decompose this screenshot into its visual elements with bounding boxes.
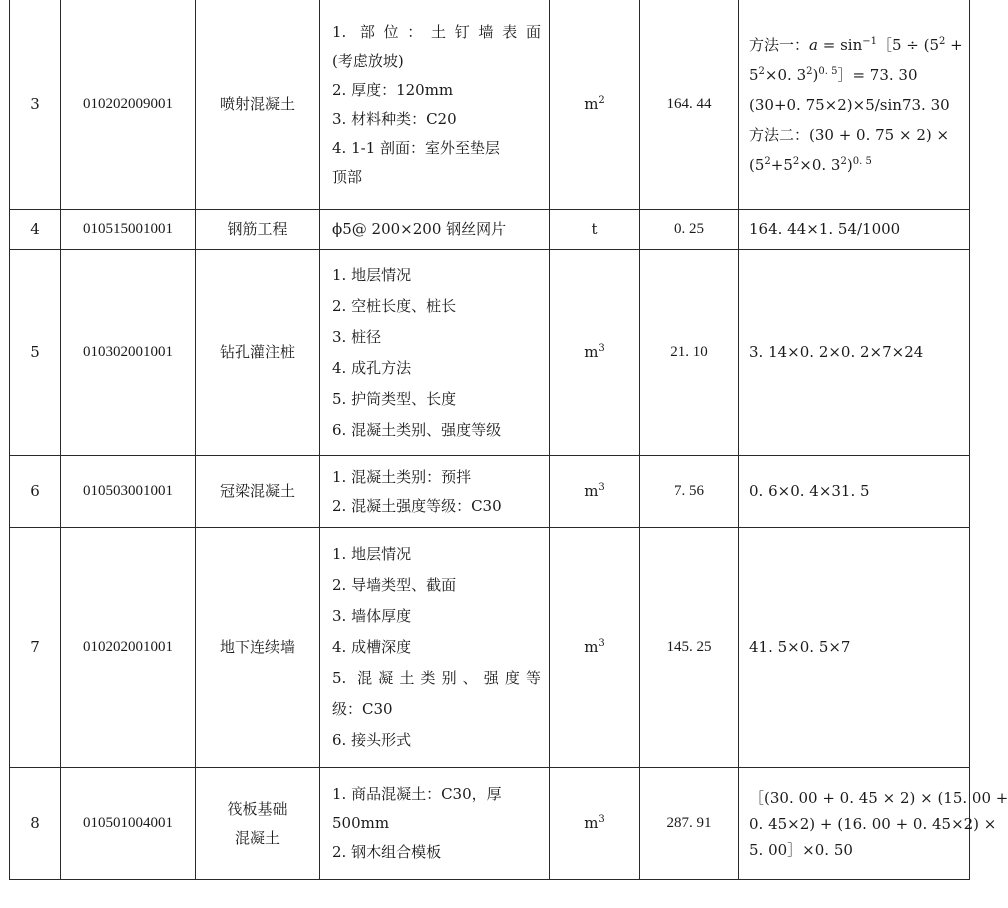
- item-formula: [739, 528, 970, 768]
- feature-line: 500mm: [332, 814, 390, 832]
- feature-line: 1. 混凝土类别：预拌: [332, 467, 472, 486]
- item-formula: [739, 210, 970, 250]
- item-quantity: 7. 56: [640, 456, 739, 528]
- feature-line: 4. 成孔方法: [332, 358, 412, 377]
- feature-line: 3. 墙体厚度: [332, 607, 412, 625]
- feature-line: 2. 厚度：120mm: [332, 80, 454, 99]
- item-features: [320, 768, 550, 880]
- item-code: 010302001001: [61, 250, 196, 456]
- item-code: 010202001001: [61, 528, 196, 768]
- table-row: [10, 0, 970, 210]
- item-features: [320, 250, 550, 456]
- feature-line: 级：C30: [332, 700, 393, 718]
- table-row: [10, 250, 970, 456]
- item-formula: [739, 456, 970, 528]
- item-features: [320, 0, 550, 210]
- feature-line: 1. 地层情况: [332, 265, 412, 284]
- item-number: 8: [10, 768, 61, 880]
- item-name: 钢筋工程: [196, 210, 320, 250]
- item-number: 4: [10, 210, 61, 250]
- item-formula: [739, 768, 1008, 880]
- item-unit: $m^3$: [550, 528, 640, 768]
- feature-line: 1. 地层情况: [332, 545, 412, 563]
- formula-line: (30+0. 75×2)×5/sin73. 30: [749, 95, 950, 114]
- formula-line: 5. 00］×0. 50: [749, 840, 853, 859]
- item-number: 5: [10, 250, 61, 456]
- formula-line: 0. 6×0. 4×31. 5: [749, 482, 870, 500]
- feature-line: 5. 混凝土类别、强度等: [332, 669, 541, 687]
- table-row: [10, 528, 970, 768]
- feature-line: 6. 接头形式: [332, 731, 412, 749]
- item-quantity: 145. 25: [640, 528, 739, 768]
- feature-line: ϕ5@ 200×200 钢丝网片: [332, 220, 507, 238]
- table-row: [10, 456, 970, 528]
- item-name: 地下连续墙: [196, 528, 320, 768]
- feature-line: 2. 空桩长度、桩长: [332, 296, 457, 315]
- feature-line: 2. 混凝土强度等级：C30: [332, 496, 502, 515]
- item-quantity: 164. 44: [640, 0, 739, 210]
- item-code: 010503001001: [61, 456, 196, 528]
- item-name-line: 混凝土: [234, 828, 280, 847]
- item-quantity: 21. 10: [640, 250, 739, 456]
- table-row: [10, 210, 970, 250]
- feature-line: 4. 成槽深度: [332, 638, 412, 656]
- item-number: 3: [10, 0, 61, 210]
- item-formula: [739, 0, 970, 210]
- item-name: 钻孔灌注桩: [196, 250, 320, 456]
- feature-line: 5. 护筒类型、长度: [332, 389, 457, 408]
- feature-line: 3. 材料种类：C20: [332, 109, 457, 128]
- formula-line: ［(30. 00 + 0. 45 × 2) × (15. 00 +: [749, 788, 1008, 807]
- formula-line: 方法二：(30 + 0. 75 × 2) ×: [749, 125, 950, 144]
- feature-line: 2. 钢木组合模板: [332, 843, 442, 861]
- item-code: 010515001001: [61, 210, 196, 250]
- formula-line: 方法一：$a = \sin^{-1}[5 \div (5^2$ +: [749, 35, 963, 54]
- item-formula: [739, 250, 970, 456]
- feature-line: 4. 1-1 剖面：室外至垫层: [332, 138, 501, 157]
- feature-line: (考虑放坡): [332, 51, 404, 70]
- feature-line: 3. 桩径: [332, 327, 382, 346]
- formula-line: 41. 5×0. 5×7: [749, 638, 851, 656]
- feature-line: 2. 导墙类型、截面: [332, 576, 457, 594]
- formula-line: $5^2\times 0$. $3^2)^{0. 5}]= 73$. 30: [749, 65, 918, 84]
- item-quantity: 0. 25: [640, 210, 739, 250]
- feature-line: 1. 商品混凝土：C30，厚: [332, 785, 502, 803]
- item-name: 冠梁混凝土: [196, 456, 320, 528]
- item-quantity: 287. 91: [640, 768, 739, 880]
- formula-line: 164. 44×1. 54/1000: [749, 220, 901, 238]
- item-unit: $m^3$: [550, 250, 640, 456]
- feature-line: 1. 部位：土钉墙表面: [332, 22, 541, 41]
- feature-line: 顶部: [332, 167, 363, 186]
- item-code: 010501004001: [61, 768, 196, 880]
- formula-line: 0. 45×2) + (16. 00 + 0. 45×2) ×: [749, 814, 997, 833]
- item-features: [320, 528, 550, 768]
- item-unit: $m^3$: [550, 456, 640, 528]
- item-unit: $m^2$: [550, 0, 640, 210]
- table-row: [10, 768, 970, 880]
- item-unit: $m^3$: [550, 768, 640, 880]
- item-number: 6: [10, 456, 61, 528]
- item-features: [320, 210, 550, 250]
- item-number: 7: [10, 528, 61, 768]
- item-name: [196, 768, 320, 880]
- quantity-table: [9, 0, 1008, 880]
- item-code: 010202009001: [61, 0, 196, 210]
- item-unit: t: [550, 210, 640, 250]
- formula-line: 3. 14×0. 2×0. 2×7×24: [749, 343, 924, 361]
- item-name: 喷射混凝土: [196, 0, 320, 210]
- item-features: [320, 456, 550, 528]
- formula-line: ($5^2+5^2\times 0$. $3^2)^{0. 5}$: [749, 155, 872, 174]
- feature-line: 6. 混凝土类别、强度等级: [332, 420, 502, 439]
- item-name-line: 筏板基础: [227, 799, 288, 818]
